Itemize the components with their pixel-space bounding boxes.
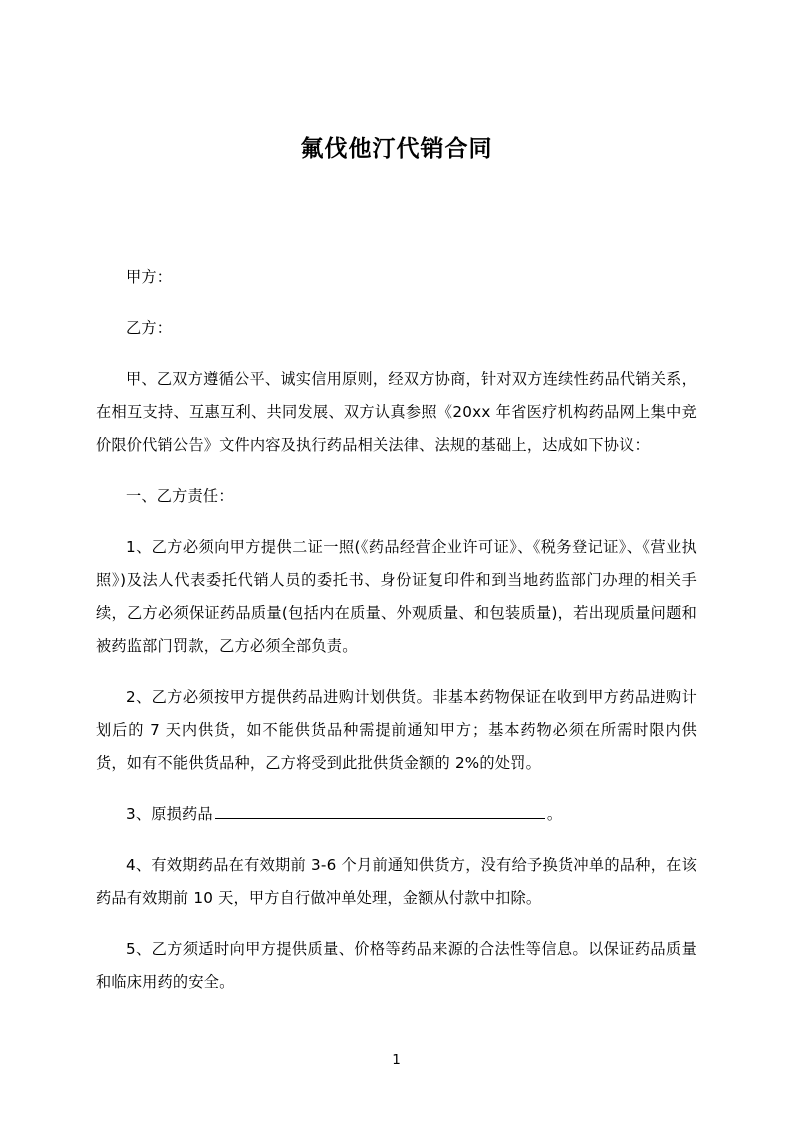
page-title: 氟伐他汀代销合同 xyxy=(300,136,493,162)
paragraph-preamble: 甲、乙双方遵循公平、诚实信用原则，经双方协商，针对双方连续性药品代销关系，在相互支持、互惠互利、共同发展、双方认真参照《20xx 年省医疗机构药品网上集中竞价限价代销公告》文件内容及执行药品相关法律、法规的基础上，达成如下协议： xyxy=(96,370,697,455)
paragraph-item-3 xyxy=(96,798,697,831)
paragraph-party-b: 乙方： xyxy=(126,319,173,338)
fill-in-blank[interactable] xyxy=(215,803,545,819)
paragraph-item-3-suffix: 。 xyxy=(546,805,563,824)
paragraph-item-1: 1、乙方必须向甲方提供二证一照(《药品经营企业许可证》、《税务登记证》、《营业执照》)及法人代表委托代销人员的委托书、身份证复印件和到当地药监部门办理的相关手续，乙方必须保证药品质量(包括内在质量、外观质量、和包装质量)，若出现质量问题和被药监部门罚款，乙方必须全部负责。 xyxy=(96,538,697,656)
document-body xyxy=(96,261,697,999)
page-number: 1 xyxy=(392,1052,401,1068)
paragraph-item-3-label: 3、原损药品 xyxy=(126,805,213,824)
paragraph-item-4: 4、有效期药品在有效期前 3-6 个月前通知供货方，没有给予换货冲单的品种，在该药品有效期前 10 天，甲方自行做冲单处理，金额从付款中扣除。 xyxy=(96,856,697,908)
heading-section-one: 一、乙方责任： xyxy=(126,487,234,506)
paragraph-item-5: 5、乙方须适时向甲方提供质量、价格等药品来源的合法性等信息。以保证药品质量和临床用药的安全。 xyxy=(96,940,697,992)
paragraph-item-2: 2、乙方必须按甲方提供药品进购计划供货。非基本药物保证在收到甲方药品进购计划后的 7 天内供货，如不能供货品种需提前通知甲方；基本药物必须在所需时限内供货，如有不能供货品种，乙方将受到此批供货金额的 2%的处罚。 xyxy=(96,688,697,773)
paragraph-party-a: 甲方： xyxy=(126,268,173,287)
document-content xyxy=(96,0,697,1017)
